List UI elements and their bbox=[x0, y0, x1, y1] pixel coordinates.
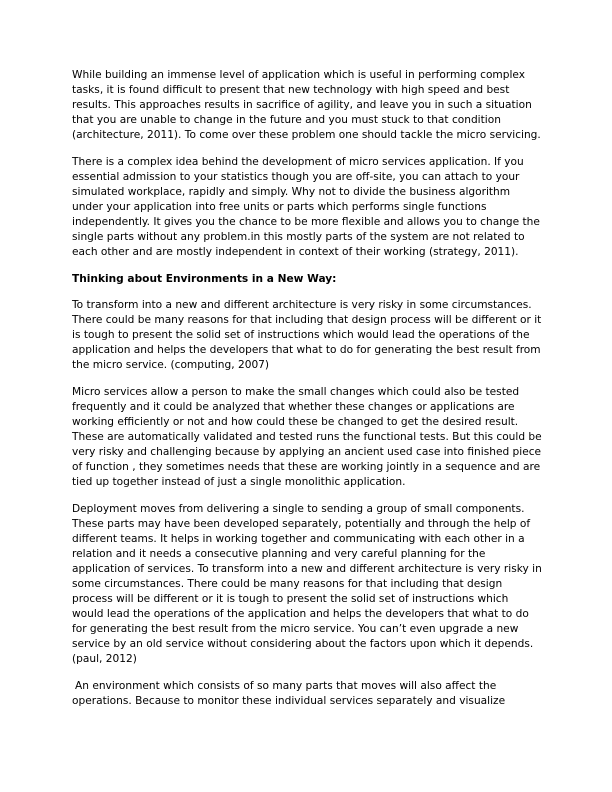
paragraph-deployment: Deployment moves from delivering a single to sending a group of small components. These parts may have been developed separately, potentially and through the help of different teams. It helps in working together and communicating with each other in a relation and it needs a consecutive planning and very careful planning for the application of services. To transform into a new and different architecture is very risky in some circumstances. There could be many reasons for that including that design process will be different or it is tough to present the solid set of instructions which would lead the operations of the application and helps the developers that what to do for generating the best result from the micro service. You can’t even upgrade a new service by an old service without considering about the factors upon which it depends. (paul, 2012) bbox=[72, 503, 542, 665]
section-heading: Thinking about Environments in a New Way: bbox=[72, 273, 337, 285]
paragraph-environment: An environment which consists of so many parts that moves will also affect the operations. Because to monitor these individual services separately and visualize bbox=[72, 680, 506, 707]
paragraph-small-changes: Micro services allow a person to make the small changes which could also be tested frequently and it could be analyzed that whether these changes or applications are working efficiently or not and how could these be changed to get the desired result. These are automatically validated and tested runs the functional tests. But this could be very risky and challenging because by applying an ancient used case into finished piece of function , they sometimes needs that these are working jointly in a sequence and are tied up together instead of just a single monolithic application. bbox=[72, 386, 542, 488]
paragraph-micro-services-idea: There is a complex idea behind the development of micro services application. If you essential admission to your statistics though you are off-site, you can attach to your simulated workplace, rapidly and simply. Why not to divide the business algorithm under your application into free units or parts which performs single functions independently. It gives you the chance to be more flexible and allows you to change the single parts without any problem.in this mostly parts of the system are not related to each other and are mostly independent in context of their working (strategy, 2011). bbox=[72, 156, 540, 258]
paragraph-transform-architecture: To transform into a new and different architecture is very risky in some circumstances. There could be many reasons for that including that design process will be different or it is tough to present the solid set of instructions which would lead the operations of the application and helps the developers that what to do for generating the best result from the micro service. (computing, 2007) bbox=[72, 299, 542, 371]
document-page bbox=[72, 68, 542, 721]
paragraph-intro: While building an immense level of application which is useful in performing complex tasks, it is found difficult to present that new technology with high speed and best results. This approaches results in sacrifice of agility, and leave you in such a situation that you are unable to change in the future and you must stuck to that condition (architecture, 2011). To come over these problem one should tackle the micro servicing. bbox=[72, 69, 541, 141]
